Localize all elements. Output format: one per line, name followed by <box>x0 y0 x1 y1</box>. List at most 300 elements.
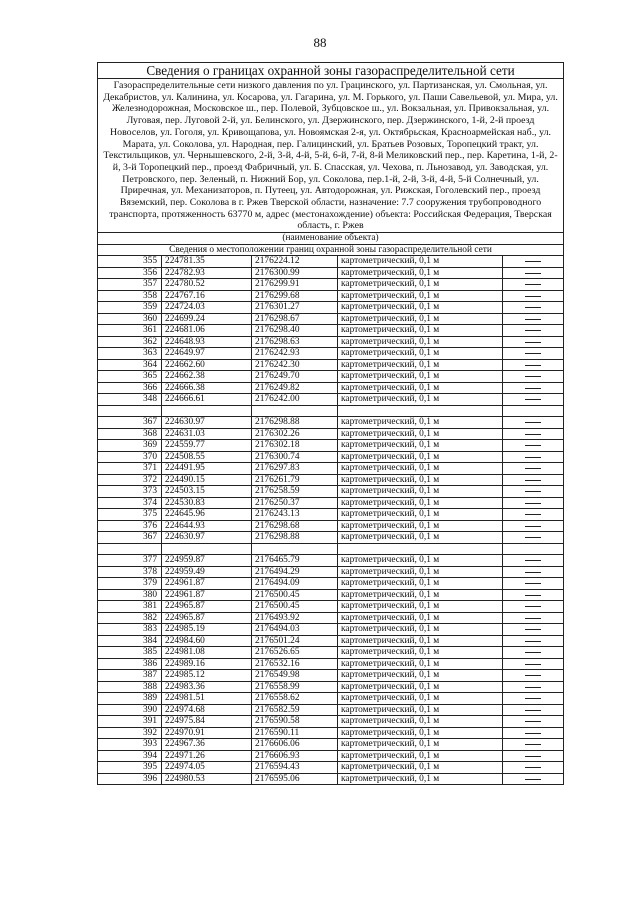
separator-cell <box>98 543 162 555</box>
group-separator <box>98 405 564 417</box>
point-description <box>503 704 564 716</box>
point-number: 355 <box>98 256 162 268</box>
point-number: 389 <box>98 693 162 705</box>
coordinate-y: 2176501.24 <box>252 635 338 647</box>
point-number: 390 <box>98 704 162 716</box>
point-description <box>503 716 564 728</box>
point-description <box>503 589 564 601</box>
coordinate-y: 2176532.16 <box>252 658 338 670</box>
table-row <box>98 681 564 693</box>
point-description <box>503 267 564 279</box>
coordinate-x: 224490.15 <box>162 474 252 486</box>
point-number: 369 <box>98 440 162 452</box>
point-description <box>503 647 564 659</box>
coordinate-x: 224508.55 <box>162 451 252 463</box>
point-number: 372 <box>98 474 162 486</box>
table-row <box>98 635 564 647</box>
coordinate-y: 2176590.58 <box>252 716 338 728</box>
separator-cell <box>252 405 338 417</box>
coordinate-x: 224781.35 <box>162 256 252 268</box>
coordinate-y: 2176249.82 <box>252 382 338 394</box>
table-row <box>98 325 564 337</box>
point-number: 368 <box>98 428 162 440</box>
table-row <box>98 658 564 670</box>
coordinate-x: 224780.52 <box>162 279 252 291</box>
determination-method: картометрический, 0,1 м <box>338 313 503 325</box>
determination-method: картометрический, 0,1 м <box>338 474 503 486</box>
determination-method: картометрический, 0,1 м <box>338 612 503 624</box>
point-number: 357 <box>98 279 162 291</box>
determination-method: картометрический, 0,1 м <box>338 716 503 728</box>
coordinate-x: 224724.03 <box>162 302 252 314</box>
dash-mark <box>525 532 541 538</box>
table-row <box>98 704 564 716</box>
dash-mark <box>525 728 541 734</box>
determination-method: картометрический, 0,1 м <box>338 647 503 659</box>
point-number: 361 <box>98 325 162 337</box>
point-number: 373 <box>98 486 162 498</box>
determination-method: картометрический, 0,1 м <box>338 727 503 739</box>
determination-method: картометрический, 0,1 м <box>338 394 503 406</box>
coordinate-x: 224981.08 <box>162 647 252 659</box>
point-description <box>503 497 564 509</box>
coordinate-y: 2176299.91 <box>252 279 338 291</box>
coordinate-x: 224971.26 <box>162 750 252 762</box>
point-description <box>503 762 564 774</box>
point-number: 377 <box>98 555 162 567</box>
point-number: 364 <box>98 359 162 371</box>
point-number: 358 <box>98 290 162 302</box>
table-row <box>98 497 564 509</box>
table-row <box>98 428 564 440</box>
table-row <box>98 256 564 268</box>
determination-method: картометрический, 0,1 м <box>338 589 503 601</box>
point-description <box>503 670 564 682</box>
coordinate-y: 2176242.00 <box>252 394 338 406</box>
point-description <box>503 336 564 348</box>
point-number: 391 <box>98 716 162 728</box>
table-row <box>98 313 564 325</box>
table-row <box>98 566 564 578</box>
point-number: 380 <box>98 589 162 601</box>
coordinate-x: 224965.87 <box>162 601 252 613</box>
point-description <box>503 739 564 751</box>
coordinate-y: 2176302.26 <box>252 428 338 440</box>
point-number: 385 <box>98 647 162 659</box>
coordinate-x: 224989.16 <box>162 658 252 670</box>
table-row <box>98 716 564 728</box>
dash-mark <box>525 360 541 366</box>
table-row <box>98 302 564 314</box>
determination-method: картометрический, 0,1 м <box>338 693 503 705</box>
point-number: 370 <box>98 451 162 463</box>
coordinate-y: 2176558.62 <box>252 693 338 705</box>
point-number: 367 <box>98 417 162 429</box>
point-number: 388 <box>98 681 162 693</box>
coordinate-y: 2176258.59 <box>252 486 338 498</box>
dash-mark <box>525 463 541 469</box>
boundary-location-header: Сведения о местоположении границ охранной зоны газораспределительной сети <box>98 244 564 256</box>
coordinate-x: 224666.61 <box>162 394 252 406</box>
dash-mark <box>525 578 541 584</box>
point-number: 366 <box>98 382 162 394</box>
dash-mark <box>525 452 541 458</box>
determination-method: картометрический, 0,1 м <box>338 348 503 360</box>
table-row <box>98 520 564 532</box>
determination-method: картометрический, 0,1 м <box>338 704 503 716</box>
coordinate-x: 224662.38 <box>162 371 252 383</box>
determination-method: картометрический, 0,1 м <box>338 566 503 578</box>
separator-cell <box>162 405 252 417</box>
determination-method: картометрический, 0,1 м <box>338 762 503 774</box>
point-number: 362 <box>98 336 162 348</box>
determination-method: картометрический, 0,1 м <box>338 520 503 532</box>
determination-method: картометрический, 0,1 м <box>338 371 503 383</box>
table-row <box>98 371 564 383</box>
coordinate-y: 2176298.88 <box>252 417 338 429</box>
dash-mark <box>525 268 541 274</box>
coordinate-y: 2176243.13 <box>252 509 338 521</box>
determination-method: картометрический, 0,1 м <box>338 658 503 670</box>
point-description <box>503 302 564 314</box>
coordinate-y: 2176298.88 <box>252 532 338 544</box>
dash-mark <box>525 567 541 573</box>
dash-mark <box>525 417 541 423</box>
point-description <box>503 428 564 440</box>
table-row <box>98 509 564 521</box>
coordinate-y: 2176298.40 <box>252 325 338 337</box>
table-row <box>98 647 564 659</box>
coordinate-y: 2176606.06 <box>252 739 338 751</box>
separator-cell <box>98 405 162 417</box>
point-number: 386 <box>98 658 162 670</box>
coordinate-x: 224974.68 <box>162 704 252 716</box>
dash-mark <box>525 751 541 757</box>
table-row <box>98 382 564 394</box>
coordinate-y: 2176494.09 <box>252 578 338 590</box>
coordinate-x: 224648.93 <box>162 336 252 348</box>
dash-mark <box>525 774 541 780</box>
point-description <box>503 256 564 268</box>
coordinate-y: 2176298.68 <box>252 520 338 532</box>
point-description <box>503 440 564 452</box>
coordinate-y: 2176549.98 <box>252 670 338 682</box>
coordinate-y: 2176500.45 <box>252 601 338 613</box>
dash-mark <box>525 624 541 630</box>
coordinate-y: 2176500.45 <box>252 589 338 601</box>
table-row <box>98 290 564 302</box>
dash-mark <box>525 302 541 308</box>
coordinate-x: 224983.36 <box>162 681 252 693</box>
determination-method: картометрический, 0,1 м <box>338 428 503 440</box>
determination-method: картометрический, 0,1 м <box>338 267 503 279</box>
coordinate-x: 224980.53 <box>162 773 252 785</box>
point-number: 382 <box>98 612 162 624</box>
point-number: 348 <box>98 394 162 406</box>
coordinate-x: 224631.03 <box>162 428 252 440</box>
coordinate-y: 2176493.92 <box>252 612 338 624</box>
determination-method: картометрический, 0,1 м <box>338 601 503 613</box>
coordinate-x: 224681.06 <box>162 325 252 337</box>
coordinate-y: 2176595.06 <box>252 773 338 785</box>
coordinate-x: 224959.87 <box>162 555 252 567</box>
coordinate-y: 2176606.93 <box>252 750 338 762</box>
group-separator <box>98 543 564 555</box>
determination-method: картометрический, 0,1 м <box>338 681 503 693</box>
point-description <box>503 555 564 567</box>
table-row <box>98 624 564 636</box>
dash-mark <box>525 475 541 481</box>
point-number: 360 <box>98 313 162 325</box>
separator-cell <box>338 543 503 555</box>
coordinate-y: 2176250.37 <box>252 497 338 509</box>
coordinate-x: 224961.87 <box>162 589 252 601</box>
point-description <box>503 279 564 291</box>
coordinate-x: 224630.97 <box>162 417 252 429</box>
dash-mark <box>525 486 541 492</box>
dash-mark <box>525 682 541 688</box>
coordinate-x: 224981.51 <box>162 693 252 705</box>
point-description <box>503 290 564 302</box>
table-row <box>98 739 564 751</box>
dash-mark <box>525 613 541 619</box>
point-number: 384 <box>98 635 162 647</box>
separator-cell <box>338 405 503 417</box>
table-row <box>98 773 564 785</box>
point-description <box>503 371 564 383</box>
dash-mark <box>525 647 541 653</box>
point-description <box>503 681 564 693</box>
table-row <box>98 727 564 739</box>
point-number: 387 <box>98 670 162 682</box>
point-description <box>503 394 564 406</box>
coordinate-x: 224967.36 <box>162 739 252 751</box>
determination-method: картометрический, 0,1 м <box>338 670 503 682</box>
determination-method: картометрический, 0,1 м <box>338 290 503 302</box>
page-number: 88 <box>313 35 327 50</box>
table-row <box>98 578 564 590</box>
coordinate-x: 224645.96 <box>162 509 252 521</box>
separator-cell <box>503 543 564 555</box>
point-number: 392 <box>98 727 162 739</box>
coordinate-x: 224974.05 <box>162 762 252 774</box>
object-name-note: (наименование объекта) <box>98 233 564 245</box>
determination-method: картометрический, 0,1 м <box>338 325 503 337</box>
point-number: 365 <box>98 371 162 383</box>
table-row <box>98 417 564 429</box>
coordinate-y: 2176594.43 <box>252 762 338 774</box>
determination-method: картометрический, 0,1 м <box>338 532 503 544</box>
coordinate-x: 224630.97 <box>162 532 252 544</box>
table-row <box>98 394 564 406</box>
object-description: Газораспределительные сети низкого давления по ул. Грацинского, ул. Партизанская, ул. Смольная, ул. Декабристов, ул. Калинина, ул. Косарова, ул. Гагарина, ул. М. Горького, ул. Паши Савельевой, ул. Мира, ул. Железнодорожная, Московское ш., пер. Полевой, Зубцовское ш., ул. Вокзальная, ул. Привокзальная, ул. Луговая, пер. Луговой 2-й, ул. Белинского, ул. Дзержинского, пер. Дзержинского, 1-й, 2-й проезд Новоселов, ул. Гоголя, ул. Кривощапова, ул. Новоямская 2-я, ул. Октябрьская, Красноармейская наб., ул. Марата, ул. Соколова, ул. Народная, пер. Галицинский, ул. Братьев Розовых, Торопецкий тракт, ул. Текстильщиков, ул. Чернышевского, 2-й, 3-й, 4-й, 5-й, 6-й, 7-й, 8-й Меликовский пер., пер. Каретина, 1-й, 2-й, 3-й Торопецкий пер., проезд Фабричный, ул. Б. Спасская, ул. Чехова, п. Льнозавод, ул. Заводская, ул. Петровского, пер. Зеленый, п. Нижний Бор, ул. Соколова, пер.1-й, 2-й, 3-й, 4-й, 5-й Солнечный, ул. Приречная, ул. Механизаторов, п. Путеец, ул. Автодорожная, ул. Рижская, Гоголевский пер., проезд Вяземский, пер. Соколова в г. Ржев Тверской области, назначение: 7.7 сооружения трубопроводного транспорта, протяженность 63770 м, адрес (местонахождение) объекта: Российская Федерация, Тверская область, г. Ржев <box>98 79 564 233</box>
dash-mark <box>525 693 541 699</box>
point-description <box>503 486 564 498</box>
point-description <box>503 601 564 613</box>
coordinate-y: 2176242.30 <box>252 359 338 371</box>
point-description <box>503 509 564 521</box>
dash-mark <box>525 256 541 262</box>
dash-mark <box>525 337 541 343</box>
point-number: 371 <box>98 463 162 475</box>
determination-method: картометрический, 0,1 м <box>338 750 503 762</box>
table-row <box>98 762 564 774</box>
dash-mark <box>525 636 541 642</box>
table-row <box>98 612 564 624</box>
coordinate-y: 2176301.27 <box>252 302 338 314</box>
point-number: 395 <box>98 762 162 774</box>
dash-mark <box>525 498 541 504</box>
table-row <box>98 463 564 475</box>
dash-mark <box>525 762 541 768</box>
dash-mark <box>525 659 541 665</box>
point-number: 383 <box>98 624 162 636</box>
coordinate-x: 224959.49 <box>162 566 252 578</box>
coordinate-x: 224649.97 <box>162 348 252 360</box>
separator-cell <box>162 543 252 555</box>
point-description <box>503 750 564 762</box>
point-description <box>503 532 564 544</box>
coordinate-x: 224970.91 <box>162 727 252 739</box>
table-row <box>98 601 564 613</box>
determination-method: картометрический, 0,1 м <box>338 359 503 371</box>
point-number: 356 <box>98 267 162 279</box>
table-row <box>98 359 564 371</box>
determination-method: картометрический, 0,1 м <box>338 302 503 314</box>
point-number: 381 <box>98 601 162 613</box>
determination-method: картометрический, 0,1 м <box>338 635 503 647</box>
dash-mark <box>525 705 541 711</box>
point-description <box>503 566 564 578</box>
coordinate-y: 2176582.59 <box>252 704 338 716</box>
point-description <box>503 612 564 624</box>
point-number: 375 <box>98 509 162 521</box>
point-description <box>503 474 564 486</box>
dash-mark <box>525 509 541 515</box>
determination-method: картометрический, 0,1 м <box>338 624 503 636</box>
coordinate-y: 2176590.11 <box>252 727 338 739</box>
point-description <box>503 578 564 590</box>
coordinate-y: 2176300.74 <box>252 451 338 463</box>
point-description <box>503 382 564 394</box>
table-row <box>98 670 564 682</box>
dash-mark <box>525 314 541 320</box>
coordinate-x: 224699.24 <box>162 313 252 325</box>
dash-mark <box>525 601 541 607</box>
dash-mark <box>525 429 541 435</box>
dash-mark <box>525 348 541 354</box>
table-row <box>98 555 564 567</box>
determination-method: картометрический, 0,1 м <box>338 451 503 463</box>
point-description <box>503 773 564 785</box>
table-row <box>98 267 564 279</box>
coordinate-x: 224530.83 <box>162 497 252 509</box>
dash-mark <box>525 291 541 297</box>
coordinate-x: 224985.19 <box>162 624 252 636</box>
dash-mark <box>525 440 541 446</box>
coordinate-x: 224984.60 <box>162 635 252 647</box>
separator-cell <box>252 543 338 555</box>
point-description <box>503 658 564 670</box>
coordinate-y: 2176299.68 <box>252 290 338 302</box>
determination-method: картометрический, 0,1 м <box>338 578 503 590</box>
coordinate-x: 224767.16 <box>162 290 252 302</box>
dash-mark <box>525 590 541 596</box>
determination-method: картометрический, 0,1 м <box>338 463 503 475</box>
dash-mark <box>525 394 541 400</box>
point-number: 378 <box>98 566 162 578</box>
coordinate-y: 2176298.63 <box>252 336 338 348</box>
table-row <box>98 279 564 291</box>
coordinate-y: 2176224.12 <box>252 256 338 268</box>
point-description <box>503 520 564 532</box>
protection-zone-table <box>97 62 564 785</box>
dash-mark <box>525 716 541 722</box>
coordinate-y: 2176300.99 <box>252 267 338 279</box>
coordinate-y: 2176494.03 <box>252 624 338 636</box>
coordinate-y: 2176302.18 <box>252 440 338 452</box>
coordinate-y: 2176526.65 <box>252 647 338 659</box>
dash-mark <box>525 325 541 331</box>
table-row <box>98 693 564 705</box>
point-number: 394 <box>98 750 162 762</box>
coordinate-x: 224491.95 <box>162 463 252 475</box>
point-number: 396 <box>98 773 162 785</box>
coordinate-y: 2176297.83 <box>252 463 338 475</box>
coordinate-x: 224559.77 <box>162 440 252 452</box>
table-row <box>98 750 564 762</box>
determination-method: картометрический, 0,1 м <box>338 382 503 394</box>
determination-method: картометрический, 0,1 м <box>338 773 503 785</box>
coordinate-y: 2176558.99 <box>252 681 338 693</box>
coordinate-x: 224782.93 <box>162 267 252 279</box>
separator-cell <box>503 405 564 417</box>
determination-method: картометрический, 0,1 м <box>338 509 503 521</box>
table-row <box>98 336 564 348</box>
determination-method: картометрический, 0,1 м <box>338 256 503 268</box>
determination-method: картометрический, 0,1 м <box>338 555 503 567</box>
coordinate-y: 2176242.93 <box>252 348 338 360</box>
point-description <box>503 313 564 325</box>
point-number: 363 <box>98 348 162 360</box>
coordinate-y: 2176249.70 <box>252 371 338 383</box>
coordinate-y: 2176465.79 <box>252 555 338 567</box>
coordinate-x: 224975.84 <box>162 716 252 728</box>
coordinate-x: 224985.12 <box>162 670 252 682</box>
coordinate-y: 2176261.79 <box>252 474 338 486</box>
dash-mark <box>525 521 541 527</box>
dash-mark <box>525 555 541 561</box>
point-number: 376 <box>98 520 162 532</box>
coordinate-x: 224965.87 <box>162 612 252 624</box>
table-row <box>98 486 564 498</box>
determination-method: картометрический, 0,1 м <box>338 417 503 429</box>
determination-method: картометрический, 0,1 м <box>338 486 503 498</box>
dash-mark <box>525 670 541 676</box>
table-row <box>98 451 564 463</box>
point-description <box>503 727 564 739</box>
point-description <box>503 451 564 463</box>
coordinate-x: 224503.15 <box>162 486 252 498</box>
coordinate-y: 2176298.67 <box>252 313 338 325</box>
point-description <box>503 463 564 475</box>
point-description <box>503 635 564 647</box>
point-description <box>503 693 564 705</box>
point-number: 367 <box>98 532 162 544</box>
determination-method: картометрический, 0,1 м <box>338 279 503 291</box>
table-row <box>98 348 564 360</box>
point-description <box>503 624 564 636</box>
